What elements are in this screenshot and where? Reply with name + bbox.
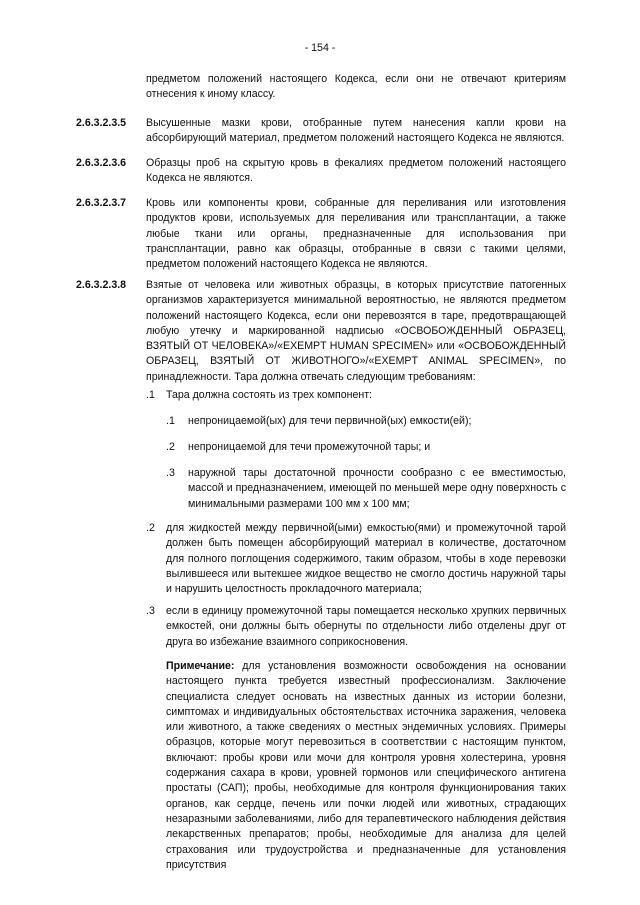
- list-item-2-mark: .2: [146, 522, 155, 534]
- sub-item-3-mark: .3: [166, 467, 175, 479]
- note-text: для установления возможности освобождения на основании настоящего пункта требуется известный профессионализм. Заключение специалиста следует основать на известных данных из истории болезни, симптомах и индивидуальных обстоятельствах источника заражения, человека или животного, а также сведениях о местных эндемичных условиях. Примеры образцов, которые могут перевозиться в соответствии с настоящим пунктом, включают: пробы крови или мочи для контроля уровня холестерина, уровня содержания сахара в крови, уровней гормонов или специфического антигена простаты (САП); пробы, необходимые для контроля функционирования таких органов, как сердце, печень или почки людей или животных, страдающих незаразными заболеваниями, либо для терапевтического наблюдения действия лекарственных препаратов; пробы, необходимые для анализа для целей страхования или трудоустройства и предназначенные для установления присутствия: [166, 660, 566, 871]
- section-number-2-6-3-2-3-5: 2.6.3.2.3.5: [76, 117, 127, 129]
- list-item-3-mark: .3: [146, 605, 155, 617]
- list-item-3-text: если в единицу промежуточной тары помещается несколько хрупких первичных емкостей, они должны быть обернуты по отдельности либо отделены друг от друга во избежание взаимного соприкосновения.: [166, 605, 566, 648]
- section-number-2-6-3-2-3-7: 2.6.3.2.3.7: [76, 197, 127, 209]
- note-paragraph: [166, 659, 566, 873]
- list-item-2-text: для жидкостей между первичной(ыми) емкостью(ями) и промежуточной тарой должен быть помещен абсорбирующий материал в количестве, достаточном для полного поглощения содержимого, таким образом, чтобы в ходе перевозки вылившееся или вытекшее жидкое вещество не смогло достичь наружной тары и нарушить целостность прокладочного материала;: [166, 522, 566, 596]
- section-number-2-6-3-2-3-6: 2.6.3.2.3.6: [76, 157, 127, 169]
- sub-item-2-mark: .2: [166, 441, 175, 453]
- sub-item-1-mark: .1: [166, 415, 175, 427]
- sub-item-1-text: непроницаемой(ых) для течи первичной(ых) емкости(ей);: [188, 415, 472, 427]
- section-text-2-6-3-2-3-6: Образцы проб на скрытую кровь в фекалиях предметом положений настоящего Кодекса не являются.: [146, 157, 566, 185]
- continuation-paragraph: предметом положений настоящего Кодекса, если они не отвечают критериям отнесения к иному классу.: [146, 73, 566, 101]
- section-number-2-6-3-2-3-8: 2.6.3.2.3.8: [76, 279, 127, 291]
- page-number: - 154 -: [304, 42, 336, 54]
- list-item-1-text: Тара должна состоять из трех компонент:: [166, 389, 372, 401]
- section-text-2-6-3-2-3-8: Взятые от человека или животных образцы, в которых присутствие патогенных организмов характеризуется минимальной вероятностью, не являются предметом положений настоящего Кодекса, если они перевозятся в таре, предотвращающей любую утечку и маркированной надписью «ОСВОБОЖДЕННЫЙ ОБРАЗЕЦ, ВЗЯТЫЙ ОТ ЧЕЛОВЕКА»/«EXEMPT HUMAN SPECIMEN» или «ОСВОБОЖДЕННЫЙ ОБРАЗЕЦ, ВЗЯТЫЙ ОТ ЖИВОТНОГО»/«EXEMPT ANIMAL SPECIMEN», по принадлежности. Тара должна отвечать следующим требованиям:: [146, 279, 566, 383]
- section-text-2-6-3-2-3-5: Высушенные мазки крови, отобранные путем нанесения капли крови на абсорбирующий материал, предметом положений настоящего Кодекса не являются.: [146, 117, 566, 145]
- list-item-1-mark: .1: [146, 389, 155, 401]
- sub-item-2-text: непроницаемой для течи промежуточной тары; и: [188, 441, 431, 453]
- note-label: Примечание:: [166, 660, 235, 672]
- section-text-2-6-3-2-3-7: Кровь или компоненты крови, собранные для переливания или изготовления продуктов крови, используемых для переливания или трансплантации, а также любые ткани или органы, предназначенные для использования при трансплантации, равно как образцы, отобранные в связи с такими целями, предметом положений настоящего Кодекса не являются.: [146, 197, 566, 271]
- sub-item-3-text: наружной тары достаточной прочности сообразно с ее вместимостью, массой и предназначением, имеющей по меньшей мере одну поверхность с минимальными размерами 100 мм x 100 мм;: [188, 467, 566, 510]
